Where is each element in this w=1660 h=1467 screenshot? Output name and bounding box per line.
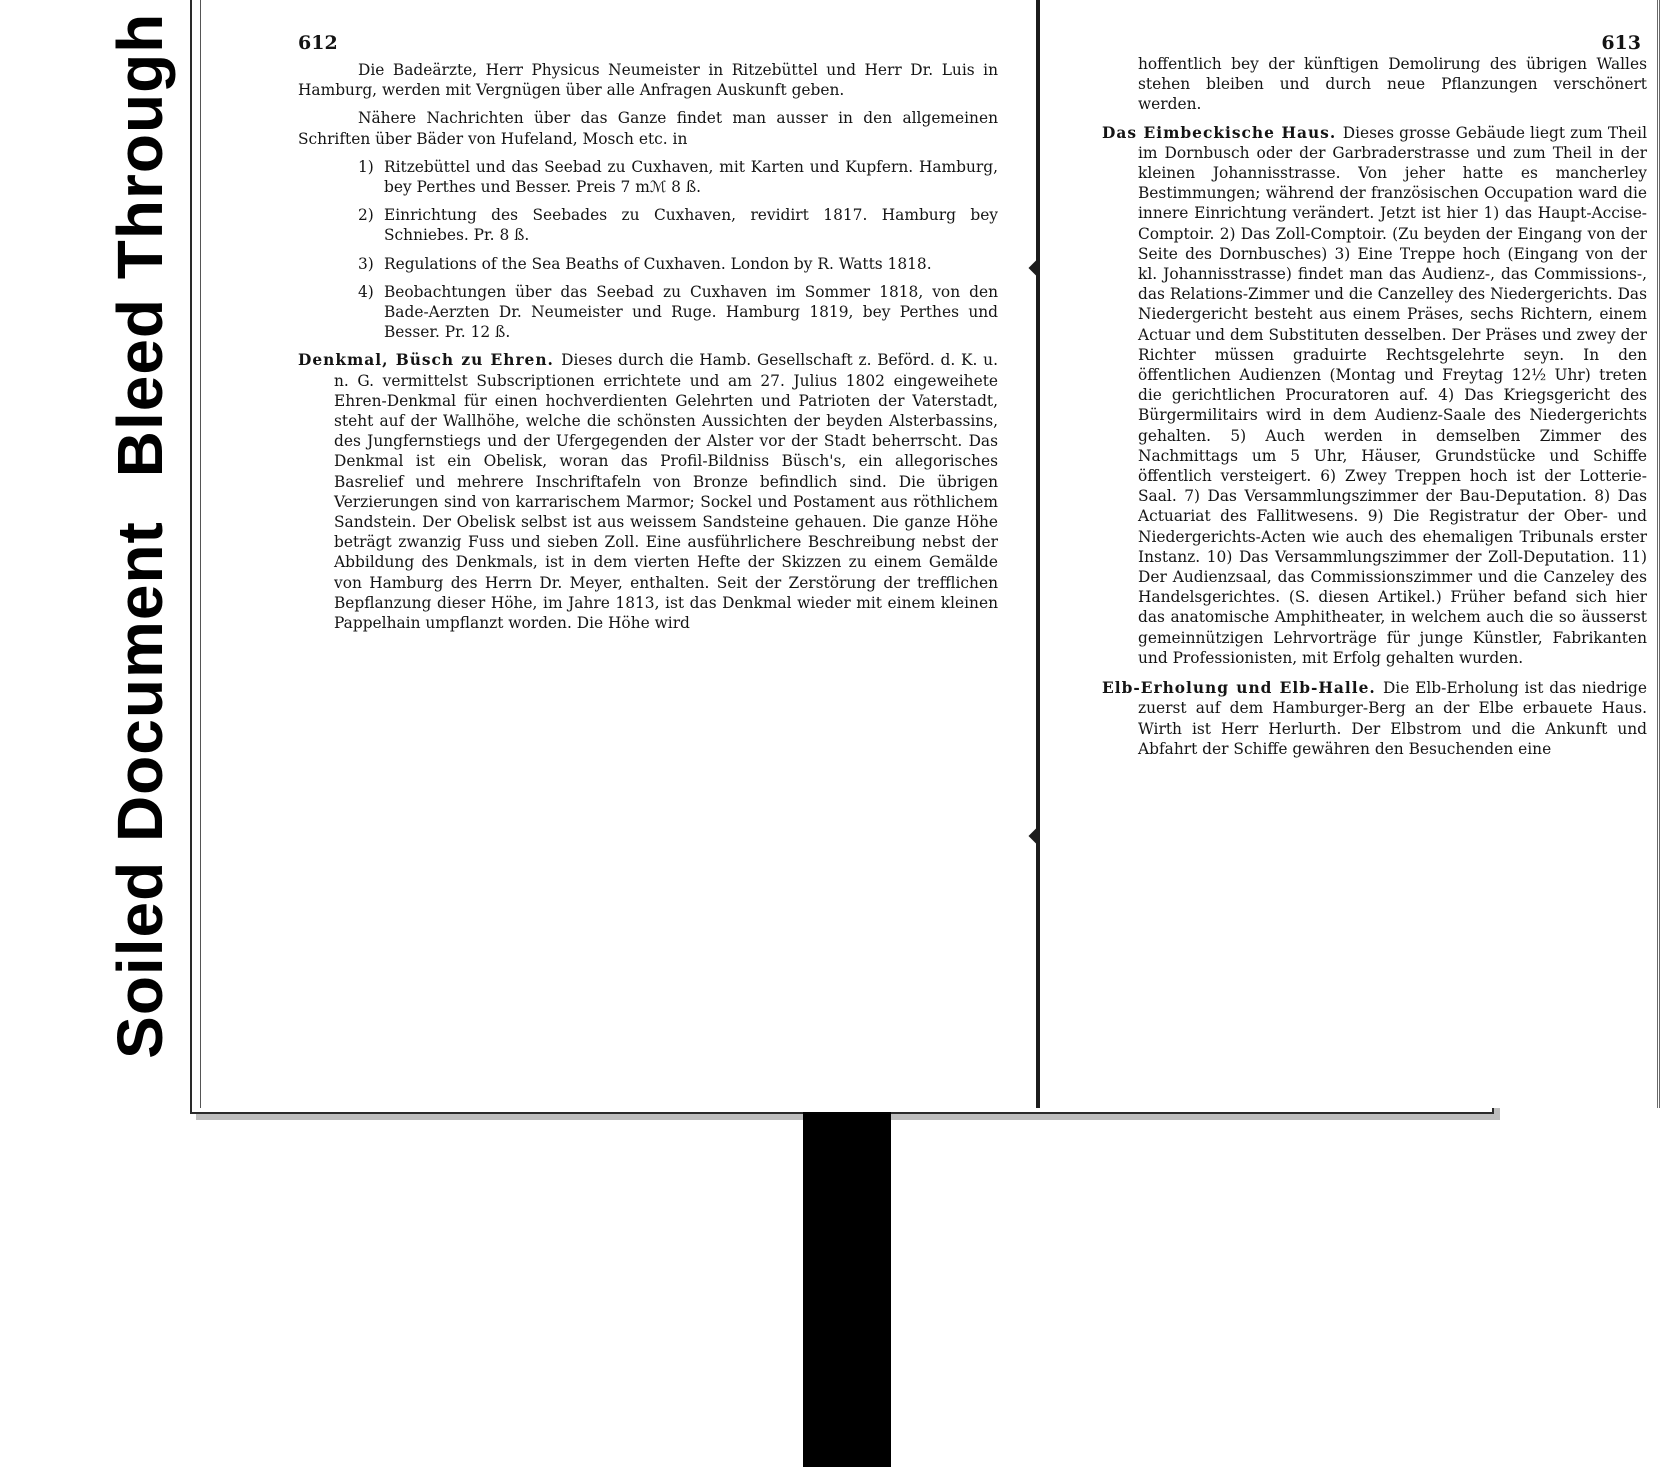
soiled-document-stamp [80, 520, 202, 1060]
soiled-document-label: Soiled Document [104, 521, 176, 1059]
entry-heading: Denkmal, Büsch zu Ehren. [298, 351, 562, 370]
paragraph-further-news: Nähere Nachrichten über das Ganze findet man ausser in den allgemeinen Schriften über Bäder von Hufeland, Mosch etc. in [298, 109, 998, 148]
black-tab [803, 1112, 891, 1467]
entry-body: Dieses durch die Hamb. Gesellschaft z. Beförd. d. K. u. n. G. vermittelst Subscriptionen errichtete und am 27. Julius 1802 eingeweihete Ehren-Denkmal für einen hochverdienten Gelehrten und Patrioten der Vaterstadt, steht auf der Wallhöhe, welche die schönsten Aussichten der beyden Alsterbassins, des Jungfernstiegs und der Ufergegenden der Alster vor der Stadt beherrscht. Das Denkmal ist ein Obelisk, woran das Profil-Bildniss Büsch's, ein allegorisches Basrelief und mehrere Inschriftafeln von Bronze befindlich sind. Die übrigen Verzierungen sind von karrarischem Marmor; Sockel und Postament aus röthlichem Sandstein. Der Obelisk selbst ist aus weissem Sandsteine gehauen. Die ganze Höhe beträgt zwanzig Fuss und sieben Zoll. Eine ausführlichere Beschreibung nebst der Abbildung des Denkmals, ist in dem vierten Hefte der Skizzen zu einem Gemälde von Hamburg des Herrn Dr. Meyer, enthalten. Seit der Zerstörung der trefflichen Bepflanzung dieser Höhe, im Jahre 1813, ist das Denkmal wieder mit einem kleinen Pappelhain umpflanzt worden. Die Höhe wird [334, 351, 998, 633]
list-item-number: 4) [358, 282, 374, 301]
bleed-through-label: Bleed Through [104, 12, 176, 478]
list-item [298, 205, 998, 245]
list-item-text: Einrichtung des Seebades zu Cuxhaven, revidirt 1817. Hamburg bey Schniebes. Pr. 8 ß. [384, 206, 998, 245]
entry-denkmal [298, 350, 998, 633]
list-item-text: Regulations of the Sea Beaths of Cuxhaven. London by R. Watts 1818. [384, 254, 932, 273]
bleed-through-stamp [80, 0, 202, 490]
list-item-text: Beobachtungen über das Seebad zu Cuxhaven im Sommer 1818, von den Bade-Aerzten Dr. Neumeister und Ruge. Hamburg 1819, bey Perthes und Besser. Pr. 12 ß. [384, 282, 998, 342]
entry-heading: Elb-Erholung und Elb-Halle. [1102, 679, 1383, 698]
reference-list [298, 157, 998, 343]
entry-body: Dieses grosse Gebäude liegt zum Theil im Dornbusch oder der Garbraderstrasse und zum Theil in der kleinen Johannisstrasse. Von jeher hatte es mancherley Bestimmungen; während der französischen Occupation ward die innere Einrichtung verändert. Jetzt ist hier 1) das Haupt-Accise-Comptoir. 2) Das Zoll-Comptoir. (Zu beyden der Eingang von der Seite des Dornbusches) 3) Eine Treppe hoch (Eingang von der kl. Johannisstrasse) findet man das Audienz-, das Commissions-, das Relations-Zimmer und die Canzelley des Niedergerichts. Das Niedergericht besteht aus einem Präses, sechs Richtern, einem Actuar und dem Substituten desselben. Der Präses und zwey der Richter müssen graduirte Rechtsgelehrte seyn. In den öffentlichen Audienzen (Montag und Freytag 12½ Uhr) treten die gerichtlichen Procuratoren auf. 4) Das Kriegsgericht des Bürgermilitairs wird in dem Audienz-Saale des Niedergerichts gehalten. 5) Auch werden in demselben Zimmer des Nachmittags um 5 Uhr, Häuser, Grundstücke und Schiffe öffentlich versteigert. 6) Zwey Treppen hoch ist der Lotterie-Saal. 7) Das Versammlungszimmer der Bau-Deputation. 8) Das Actuariat des Fallitwesens. 9) Die Registratur der Ober- und Niedergerichts-Acten wie auch des ehemaligen Tribunals erster Instanz. 10) Das Versammlungszimmer der Zoll-Deputation. 11) Der Audienzsaal, das Commissionszimmer und die Canzeley des Handelsgerichtes. (S. diesen Artikel.) Früher befand sich hier das anatomische Amphitheater, in welchem auch die so äusserst gemeinnützigen Lehrvorträge für junge Künstler, Fabrikanten und Professionisten, mit Erfolg gehalten wurden. [1138, 123, 1648, 667]
list-item-number: 1) [358, 157, 374, 176]
open-book [190, 0, 1648, 1114]
page-number-left: 612 [298, 32, 338, 54]
entry-heading: Das Eimbeckische Haus. [1102, 123, 1343, 142]
list-item-text: Ritzebüttel und das Seebad zu Cuxhaven, mit Karten und Kupfern. Hamburg, bey Perthes und Besser. Preis 7 mℳ 8 ß. [384, 157, 998, 197]
list-item-number: 2) [358, 206, 374, 225]
page-number-right: 613 [1601, 32, 1641, 54]
list-item [298, 282, 998, 343]
left-page [202, 0, 1038, 1108]
continuation-text: hoffentlich bey der künftigen Demolirung des übrigen Walles stehen bleiben und durch neue Pflanzungen verschönert werden. [1138, 55, 1647, 114]
right-page [1040, 0, 1660, 1108]
list-item [298, 157, 998, 197]
entry-elb-erholung [1102, 678, 1647, 759]
list-item-number: 3) [358, 254, 374, 273]
list-item [298, 254, 998, 274]
entry-eimbeckisches-haus [1102, 123, 1647, 668]
paragraph-bath-doctors: Die Badeärzte, Herr Physicus Neumeister in Ritzebüttel und Herr Dr. Luis in Hamburg, werden mit Vergnügen über alle Anfragen Auskunft geben. [298, 61, 998, 100]
page-edge [192, 0, 201, 1108]
entry-body: Die Elb-Erholung ist das niedrige zuerst auf dem Hamburger-Berg an der Elbe erbauete Haus. Wirth ist Herr Herlurth. Der Elbstrom und die Ankunft und Abfahrt der Schiffe gewähren den Besuchenden eine [1138, 679, 1647, 758]
